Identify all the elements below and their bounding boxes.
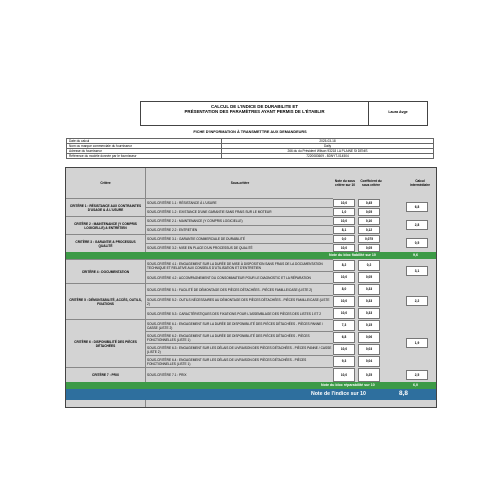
note-value: 8,1 xyxy=(333,226,355,234)
note-value: 10,0 xyxy=(333,368,355,382)
info-value: Daily xyxy=(222,144,434,149)
coef-value: 0,45 xyxy=(358,199,380,207)
note-value: 10,0 xyxy=(333,344,355,355)
info-label: Date du calcul xyxy=(67,139,222,144)
coef-value: 0,10 xyxy=(358,217,380,225)
intermediate-value: 2,8 xyxy=(406,220,428,230)
note-value: 0,0 xyxy=(333,235,355,243)
header-note: Note du sous critère sur 10 xyxy=(334,179,356,187)
info-label: Référence du modèle donnée par le fournisseur xyxy=(67,154,222,159)
header-calcul: Calcul intermédiaire xyxy=(409,179,431,187)
sous-critere-label: SOUS-CRITÈRE 3.2 : MISE EN PLACE D'UN PROCESSUS DE QUALITÉ xyxy=(145,243,333,252)
title-line-1: CALCUL DE L'INDICE DE DURABILITE ET xyxy=(210,104,299,109)
final-score-value: 8,8 xyxy=(399,390,408,397)
coef-value: 0,15 xyxy=(358,320,380,331)
fiabilite-label: Note du bloc fiabilité sur 10 xyxy=(329,253,376,257)
coef-value: 0,05 xyxy=(358,244,380,252)
intermediate-value: 2,5 xyxy=(406,370,428,380)
coef-value: 0,04 xyxy=(358,356,380,367)
critere-label: CRITÈRE 5 : DÉMONTABILITÉ, ACCÈS, OUTILS, FIXATIONS xyxy=(66,283,145,319)
reparabilite-label: Note du bloc réparabilité sur 10 xyxy=(321,383,375,387)
note-value: 10,0 xyxy=(333,244,355,252)
note-value: 8,2 xyxy=(333,260,355,271)
sous-critere-label: SOUS-CRITÈRE 1.1 : RÉSISTANCE À L'USURE xyxy=(145,198,333,207)
note-value: 1,0 xyxy=(333,208,355,216)
sous-critere-label: SOUS-CRITÈRE 5.1 : FACILITÉ DE DÉMONTAGE DES PIÈCES DÉTACHÉES - PIÈCES FAMILLE/CASE (LISTE 2) xyxy=(145,283,333,295)
reparabilite-value: 6,0 xyxy=(413,383,418,387)
note-value: 8,0 xyxy=(333,284,355,295)
coef-value: 0,05 xyxy=(358,272,380,283)
sous-critere-label: SOUS-CRITÈRE 4.2 : ACCOMPAGNEMENT DU CONSOMMATEUR POUR LE DIAGNOSTIC ET LA RÉPARATION xyxy=(145,271,333,283)
note-value: 10,0 xyxy=(333,199,355,207)
fiabilite-row xyxy=(66,252,436,259)
info-value: 266 du du Président Wilson 93218 LA PLAINE St DENIS xyxy=(222,149,434,154)
note-value: 10,0 xyxy=(333,296,355,307)
note-value: 10,0 xyxy=(333,308,355,319)
fiabilite-value: 9,6 xyxy=(413,253,418,257)
sous-critere-label: SOUS-CRITÈRE 6.2 : ENGAGEMENT SUR LA DURÉE DE DISPONIBILITÉ DES PIÈCES DÉTACHÉES - PIÈCES FONCTIONNELLES (LISTE 1) xyxy=(145,331,333,343)
coef-value: 0,075 xyxy=(358,235,380,243)
sous-critere-label: SOUS-CRITÈRE 5.2 : OUTILS NÉCESSAIRES AU DÉMONTAGE DES PIÈCES DÉTACHÉES - PIÈCES FAMILLE/CASE (LISTE 2) xyxy=(145,295,333,307)
sous-critere-label: SOUS-CRITÈRE 3.1 : GARANTIE COMMERCIALE DE DURABILITÉ xyxy=(145,234,333,243)
coef-value: 0,33 xyxy=(358,296,380,307)
info-label: Nom ou marque commerciale du fournisseur xyxy=(67,144,222,149)
sous-critere-label: SOUS-CRITÈRE 6.4 : ENGAGEMENT SUR LES DÉLAIS DE LIVRAISON DES PIÈCES DÉTACHÉES - PIÈCES FONCTIONNELLES (LISTE 1) xyxy=(145,355,333,367)
critere-label: CRITÈRE 4 : DOCUMENTATION xyxy=(66,259,145,283)
critere-label: CRITÈRE 7 : PRIX xyxy=(66,367,145,382)
final-score-label: Note de l'indice sur 10 xyxy=(311,391,366,397)
critere-label: CRITÈRE 6 : DISPONIBILITÉ DES PIÈCES DÉTACHÉES xyxy=(66,319,145,367)
document-title xyxy=(141,104,368,115)
coef-value: 0,06 xyxy=(358,332,380,343)
info-table xyxy=(66,138,434,159)
sous-critere-label: SOUS-CRITÈRE 7.1 : PRIX xyxy=(145,367,333,382)
sous-critere-label: SOUS-CRITÈRE 1.2 : EXISTANCE D'UNE GARANTIE SANS FRAIS SUR LE MOTEUR xyxy=(145,207,333,216)
info-row xyxy=(67,154,434,159)
durability-table xyxy=(65,167,437,408)
intermediate-value: 2,2 xyxy=(406,296,428,306)
sous-critere-label: SOUS-CRITÈRE 2.2 : ENTRETIEN xyxy=(145,225,333,234)
sous-critere-label: SOUS-CRITÈRE 2.1 : MAINTENANCE (Y COMPRIS LOGICIELLE) xyxy=(145,216,333,225)
coef-value: 0,25 xyxy=(358,368,380,382)
sous-critere-label: SOUS-CRITÈRE 5.3 : CARACTÉRISTIQUES DES FIXATIONS POUR L'ASSEMBLAGE DES PIÈCES DES LISTES 1 ET 2 xyxy=(145,307,333,319)
intermediate-value: 1,9 xyxy=(406,338,428,348)
header-critere: Critère xyxy=(100,181,111,185)
header-coef: Coefficient du sous critère xyxy=(360,179,382,187)
title-line-2: PRÉSENTATION DES PARAMÈTRES AYANT PERMIS DE L'ÉTABLIR xyxy=(184,109,325,115)
note-value: 9,3 xyxy=(333,356,355,367)
reparabilite-row xyxy=(66,382,436,389)
critere-label: CRITÈRE 1 : RÉSISTANCE AUX CONTRAINTES D'USAGE & À L'USURE xyxy=(66,198,145,216)
logo-text: Laura Avge xyxy=(388,110,408,114)
info-label: Adresse du fournisseur xyxy=(67,149,222,154)
coef-value: 0,05 xyxy=(358,208,380,216)
note-value: 6,8 xyxy=(333,332,355,343)
note-value: 10,0 xyxy=(333,217,355,225)
coef-value: 0,03 xyxy=(358,344,380,355)
intermediate-value: 6,8 xyxy=(406,202,428,212)
intermediate-value: 0,5 xyxy=(406,238,428,248)
intermediate-value: 3,1 xyxy=(406,266,428,276)
final-score-row xyxy=(66,389,436,400)
note-value: 10,0 xyxy=(333,272,355,283)
header-sous-critere: Sous-critère xyxy=(230,181,250,185)
title-box xyxy=(140,101,428,126)
document-subtitle: FICHE D'INFORMATION À TRANSMETTRE AUX DEMANDEURS xyxy=(193,130,307,134)
critere-label: CRITÈRE 3 : GARANTIE & PROCESSUS QUALITÉ xyxy=(66,234,145,252)
coef-value: 0,2 xyxy=(358,260,380,271)
coef-value: 0,33 xyxy=(358,308,380,319)
info-value: 2025-03-18 xyxy=(222,139,434,144)
sous-critere-label: SOUS-CRITÈRE 6.1 : ENGAGEMENT SUR LA DURÉE DE DISPONIBILITÉ DES PIÈCES DÉTACHÉES - PIÈCES PANNE / CASSE (LISTE 2) xyxy=(145,319,333,331)
note-value: 7,3 xyxy=(333,320,355,331)
info-value: 7220083609 - 8DNYT-014504 xyxy=(222,154,434,159)
sous-critere-label: SOUS-CRITÈRE 4.1 : ENGAGEMENT SUR LA DURÉE DE MISE À DISPOSITION SANS FRAIS DE LA DOCUMENTATION TECHNIQUE ET RELATIVE AUX CONSEILS D'UTILISATION ET D'ENTRETIEN xyxy=(145,259,333,271)
coef-value: 0,12 xyxy=(358,226,380,234)
critere-label: CRITÈRE 2 : MAINTENANCE (Y COMPRIS LOGICIELLE) & ENTRETIEN xyxy=(66,216,145,234)
coef-value: 0,33 xyxy=(358,284,380,295)
sous-critere-label: SOUS-CRITÈRE 6.3 : ENGAGEMENT SUR LES DÉLAIS DE LIVRAISON DES PIÈCES DÉTACHÉES - PIÈCES PANNE / CASSE (LISTE 2) xyxy=(145,343,333,355)
